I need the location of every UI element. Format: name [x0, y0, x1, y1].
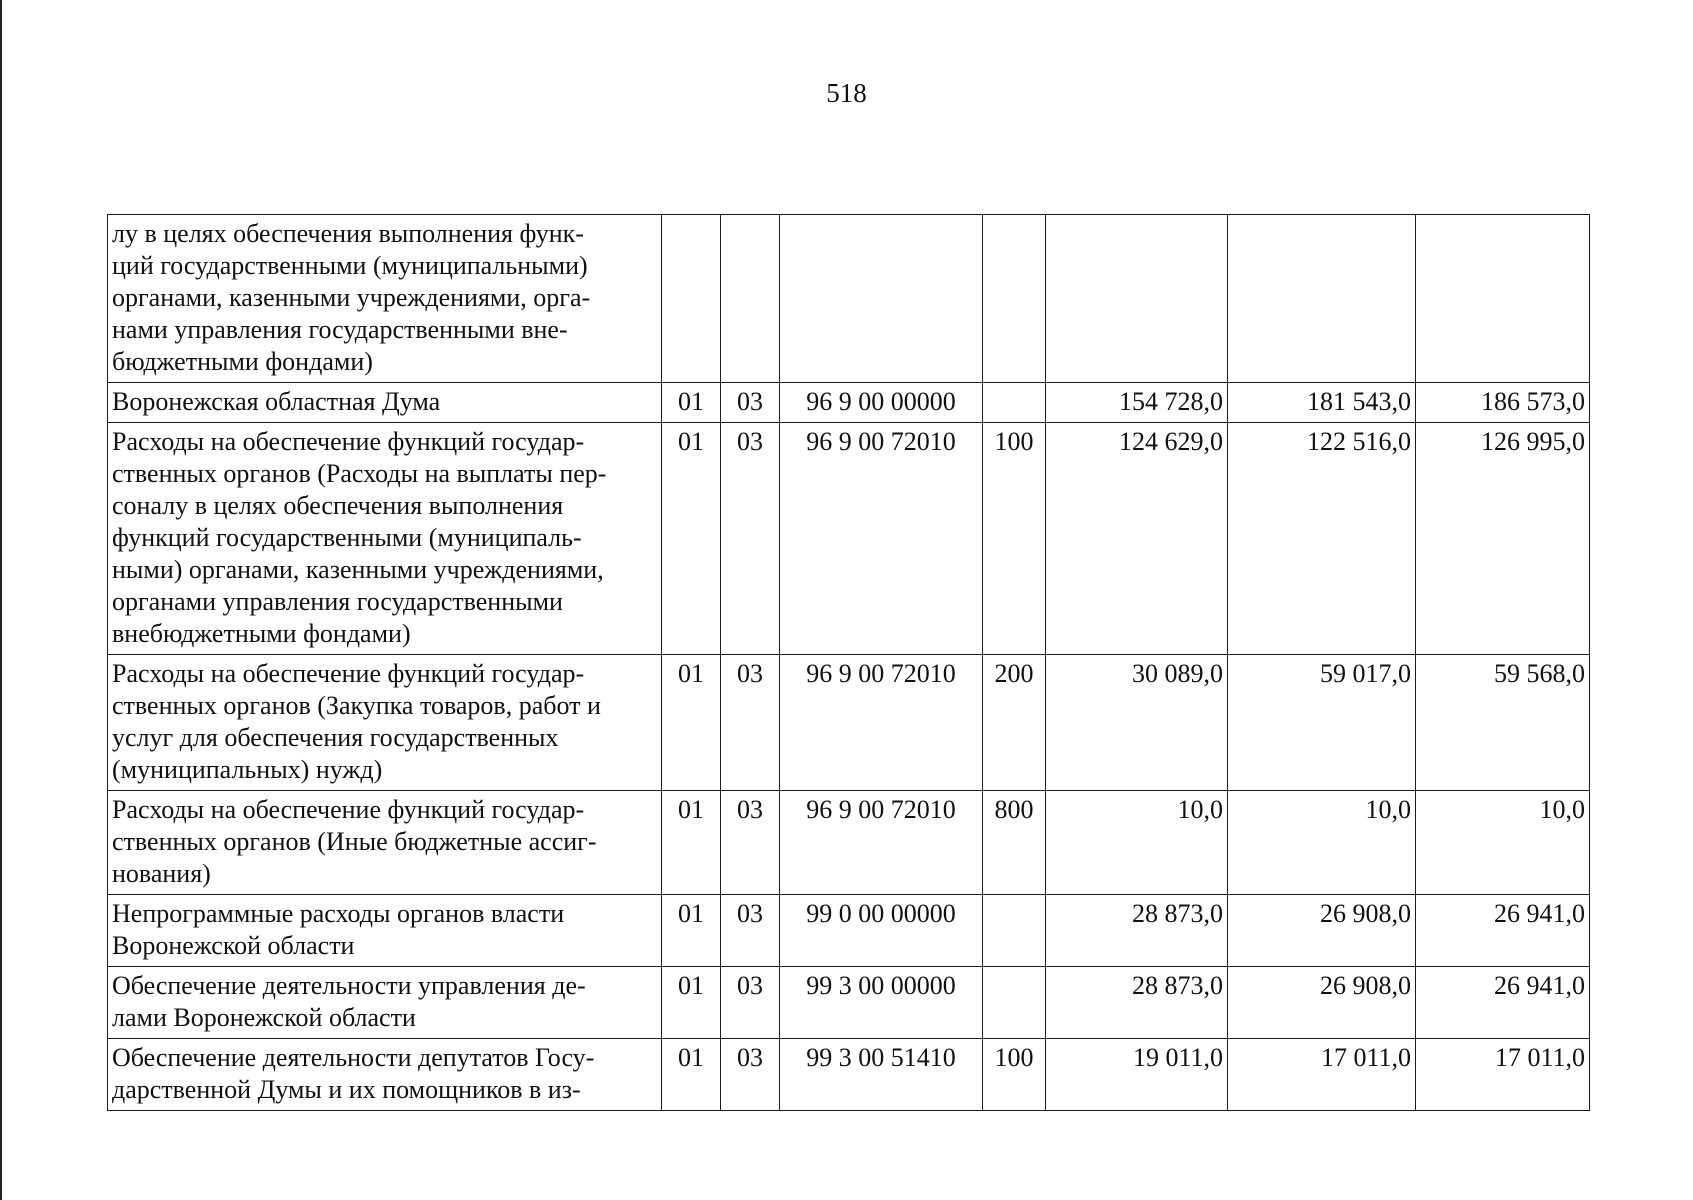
table-row — [108, 967, 1590, 1039]
row-name: Обеспечение деятельности депутатов Госу- дарственной Думы и их помощников в из- — [108, 1039, 662, 1111]
row-target-article: 99 0 00 00000 — [780, 895, 983, 967]
row-amount-2: 59 017,0 — [1228, 655, 1416, 791]
table-row — [108, 215, 1590, 383]
row-section: 01 — [662, 791, 721, 895]
row-section: 01 — [662, 895, 721, 967]
row-amount-2: 10,0 — [1228, 791, 1416, 895]
row-expense-type: 100 — [983, 423, 1046, 655]
row-expense-type — [983, 383, 1046, 423]
row-expense-type: 200 — [983, 655, 1046, 791]
row-amount-1: 154 728,0 — [1046, 383, 1228, 423]
row-name: Непрограммные расходы органов власти Воронежской области — [108, 895, 662, 967]
row-expense-type: 800 — [983, 791, 1046, 895]
page-number: 518 — [826, 78, 867, 108]
row-subsection: 03 — [721, 791, 780, 895]
row-amount-3: 126 995,0 — [1416, 423, 1590, 655]
row-subsection: 03 — [721, 1039, 780, 1111]
row-section: 01 — [662, 383, 721, 423]
row-section — [662, 215, 721, 383]
row-amount-2: 122 516,0 — [1228, 423, 1416, 655]
row-subsection: 03 — [721, 895, 780, 967]
row-expense-type — [983, 967, 1046, 1039]
row-subsection: 03 — [721, 967, 780, 1039]
row-amount-3: 10,0 — [1416, 791, 1590, 895]
row-target-article: 96 9 00 00000 — [780, 383, 983, 423]
table-row — [108, 383, 1590, 423]
row-subsection — [721, 215, 780, 383]
row-expense-type — [983, 895, 1046, 967]
row-name: Расходы на обеспечение функций государ- ственных органов (Расходы на выплаты пер- соналу в целях обеспечения выполнения функций государственными (муниципаль- ными) органами, казенными учреждениями, органами управления государственными внебюджетными фондами) — [108, 423, 662, 655]
table-row — [108, 655, 1590, 791]
row-target-article: 96 9 00 72010 — [780, 791, 983, 895]
row-amount-1: 30 089,0 — [1046, 655, 1228, 791]
row-amount-2: 26 908,0 — [1228, 967, 1416, 1039]
row-amount-3: 26 941,0 — [1416, 967, 1590, 1039]
page-left-edge — [0, 0, 2, 1200]
row-amount-1: 19 011,0 — [1046, 1039, 1228, 1111]
row-section: 01 — [662, 1039, 721, 1111]
table-row — [108, 791, 1590, 895]
row-amount-1: 28 873,0 — [1046, 967, 1228, 1039]
table-row — [108, 423, 1590, 655]
row-amount-2: 181 543,0 — [1228, 383, 1416, 423]
row-target-article: 99 3 00 00000 — [780, 967, 983, 1039]
row-name: Воронежская областная Дума — [108, 383, 662, 423]
row-target-article — [780, 215, 983, 383]
row-subsection: 03 — [721, 423, 780, 655]
row-name: Расходы на обеспечение функций государ- ственных органов (Иные бюджетные ассиг- нования) — [108, 791, 662, 895]
table-row — [108, 1039, 1590, 1111]
row-target-article: 99 3 00 51410 — [780, 1039, 983, 1111]
row-amount-3: 26 941,0 — [1416, 895, 1590, 967]
row-amount-1: 10,0 — [1046, 791, 1228, 895]
budget-table — [107, 214, 1590, 1111]
row-amount-3 — [1416, 215, 1590, 383]
row-subsection: 03 — [721, 383, 780, 423]
row-amount-3: 186 573,0 — [1416, 383, 1590, 423]
row-amount-1: 124 629,0 — [1046, 423, 1228, 655]
row-section: 01 — [662, 423, 721, 655]
row-amount-3: 59 568,0 — [1416, 655, 1590, 791]
row-amount-1 — [1046, 215, 1228, 383]
row-name: лу в целях обеспечения выполнения функ- ций государственными (муниципальными) органами, казенными учреждениями, орга- нами управления государственными вне- бюджетными фондами) — [108, 215, 662, 383]
row-target-article: 96 9 00 72010 — [780, 655, 983, 791]
row-amount-3: 17 011,0 — [1416, 1039, 1590, 1111]
row-amount-2: 17 011,0 — [1228, 1039, 1416, 1111]
row-amount-2 — [1228, 215, 1416, 383]
row-amount-1: 28 873,0 — [1046, 895, 1228, 967]
row-name: Расходы на обеспечение функций государ- ственных органов (Закупка товаров, работ и услуг для обеспечения государственных (муниципальных) нужд) — [108, 655, 662, 791]
row-section: 01 — [662, 967, 721, 1039]
row-name: Обеспечение деятельности управления де- лами Воронежской области — [108, 967, 662, 1039]
row-section: 01 — [662, 655, 721, 791]
row-target-article: 96 9 00 72010 — [780, 423, 983, 655]
row-expense-type: 100 — [983, 1039, 1046, 1111]
row-expense-type — [983, 215, 1046, 383]
table-row — [108, 895, 1590, 967]
row-amount-2: 26 908,0 — [1228, 895, 1416, 967]
row-subsection: 03 — [721, 655, 780, 791]
